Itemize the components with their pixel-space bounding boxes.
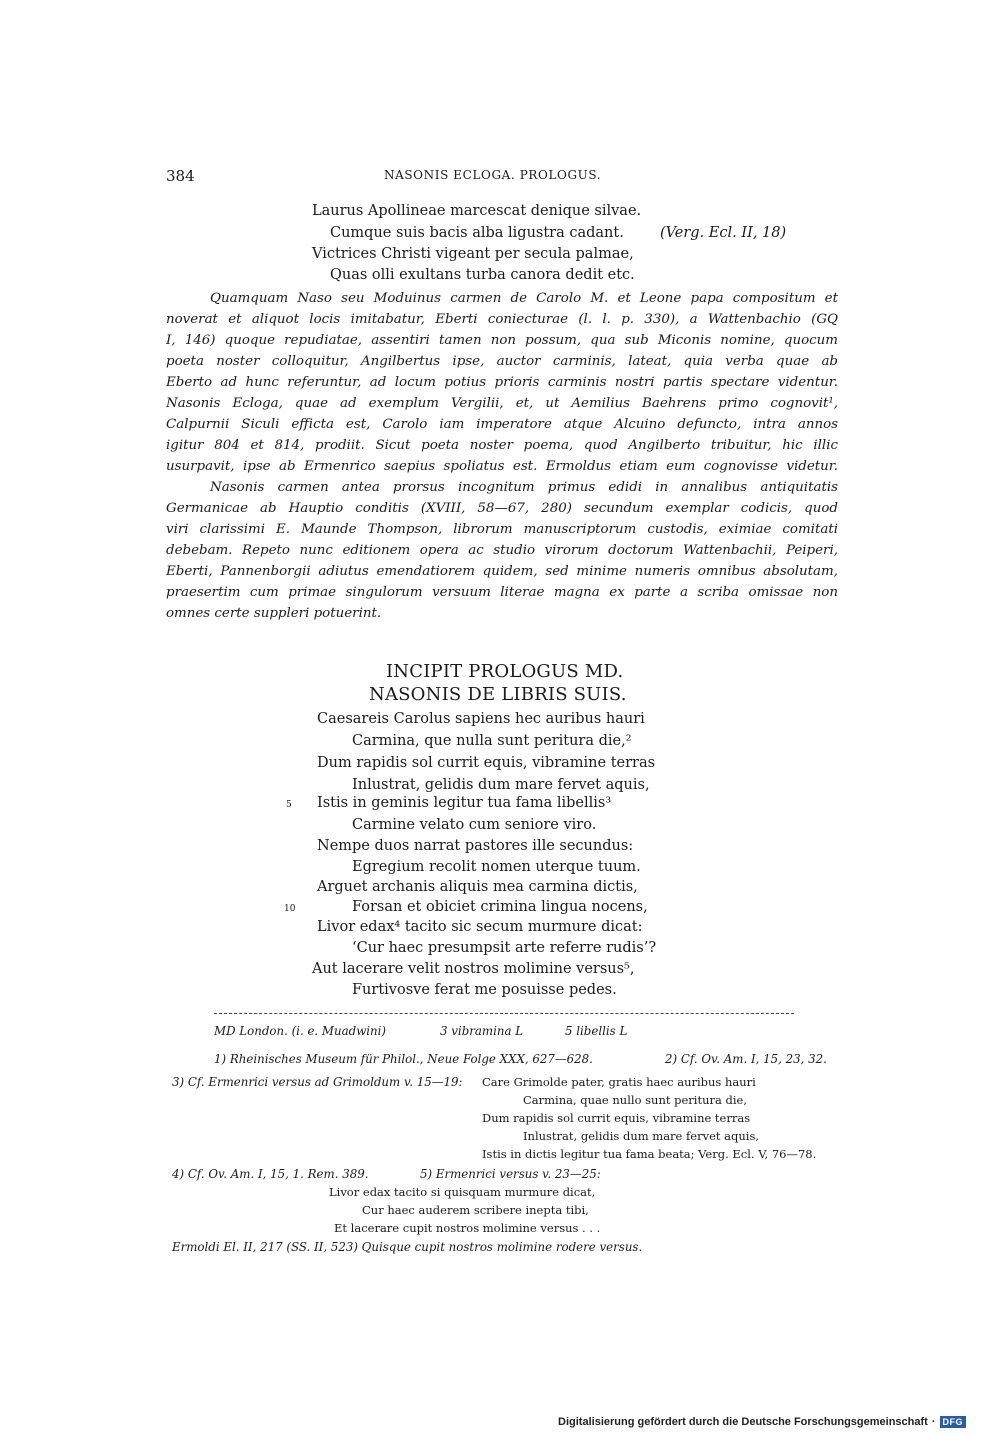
footnote-3-line: Istis in dictis legitur tua fama beata; Verg. Ecl. V, 76—78. bbox=[482, 1147, 817, 1161]
footnote-last: Ermoldi El. II, 217 (SS. II, 523) Quisque cupit nostros molimine rodere versus. bbox=[172, 1240, 643, 1254]
verse-line: Victrices Christi vigeant per secula palmae, bbox=[312, 246, 634, 262]
running-head: NASONIS ECLOGA. PROLOGUS. bbox=[384, 168, 602, 182]
poem-line: Egregium recolit nomen uterque tuum. bbox=[352, 859, 641, 875]
poem-line: Istis in geminis legitur tua fama libellis³ bbox=[317, 795, 612, 811]
poem-line: Carmina, que nulla sunt peritura die,² bbox=[352, 733, 632, 749]
intro-line: noverat et aliquot locis imitabatur, Eberti coniecturae (l. l. p. 330), a Wattenbachio (GQ bbox=[166, 312, 838, 327]
intro-line: Eberti, Pannenborgii adiutus emendatiorem quidem, sed minime numeris omnibus absolutam, bbox=[166, 564, 838, 579]
line-number: 10 bbox=[284, 904, 296, 914]
intro-line: Germanicae ab Hauptio conditis (XVIII, 58—67, 280) secundum exemplar codicis, quod bbox=[166, 501, 838, 516]
dfg-logo: DFG bbox=[940, 1416, 967, 1428]
prologue-title: INCIPIT PROLOGUS MD. bbox=[386, 661, 624, 682]
intro-line: praesertim cum primae singulorum versuum literae magna ex parte a scriba omissae non bbox=[166, 585, 838, 600]
intro-line: Eberto ad hunc referuntur, ad locum potius prioris carminis nostri partis spectare videntur. bbox=[166, 375, 838, 390]
poem-line: Caesareis Carolus sapiens hec auribus hauri bbox=[317, 711, 645, 727]
verse-line: Cumque suis bacis alba ligustra cadant. bbox=[330, 225, 624, 241]
poem-line: Dum rapidis sol currit equis, vibramine terras bbox=[317, 755, 656, 771]
page-number: 384 bbox=[166, 167, 195, 185]
footnote-1: 1) Rheinisches Museum für Philol., Neue Folge XXX, 627—628. bbox=[214, 1052, 593, 1066]
footnote-3-ref: 3) Cf. Ermenrici versus ad Grimoldum v. 15—19: bbox=[172, 1075, 463, 1089]
intro-line: debebam. Repeto nunc editionem opera ac studio virorum doctorum Wattenbachii, Peiperi, bbox=[166, 543, 838, 558]
line-number: 5 bbox=[286, 800, 292, 810]
footnote-5-ref: 5) Ermenrici versus v. 23—25: bbox=[420, 1167, 601, 1181]
poem-line: Aut lacerare velit nostros molimine versus⁵, bbox=[312, 961, 635, 977]
poem-line: Inlustrat, gelidis dum mare fervet aquis, bbox=[352, 777, 650, 793]
footnote-3-line: Inlustrat, gelidis dum mare fervet aquis, bbox=[523, 1129, 760, 1143]
digitization-credit bbox=[558, 1416, 966, 1428]
apparatus-sigla: MD London. (i. e. Muadwini) bbox=[214, 1024, 387, 1038]
prologue-subtitle: NASONIS DE LIBRIS SUIS. bbox=[369, 684, 627, 705]
credit-separator: · bbox=[931, 1416, 936, 1428]
apparatus-note: 5 libellis L bbox=[565, 1024, 628, 1038]
poem-line: Furtivosve ferat me posuisse pedes. bbox=[352, 982, 617, 998]
intro-line: viri clarissimi E. Maunde Thompson, librorum manuscriptorum custodis, eximiae comitati bbox=[166, 522, 838, 537]
verse-line: Laurus Apollineae marcescat denique silvae. bbox=[312, 203, 642, 219]
poem-line: ‘Cur haec presumpsit arte referre rudis’? bbox=[352, 940, 657, 956]
poem-line: Nempe duos narrat pastores ille secundus: bbox=[317, 838, 634, 854]
apparatus-note: 3 vibramina L bbox=[440, 1024, 524, 1038]
poem-line: Arguet archanis aliquis mea carmina dictis, bbox=[317, 879, 638, 895]
intro-paragraph bbox=[166, 288, 838, 624]
poem-line: Forsan et obiciet crimina lingua nocens, bbox=[352, 899, 648, 915]
intro-line: omnes certe suppleri potuerint. bbox=[166, 606, 382, 621]
verse-line: Quas olli exultans turba canora dedit etc. bbox=[330, 267, 635, 283]
intro-line: Quamquam Naso seu Moduinus carmen de Carolo M. et Leone papa compositum et bbox=[210, 291, 838, 306]
intro-line: Nasonis Ecloga, quae ad exemplum Vergilii, et, ut Aemilius Baehrens primo cognovit¹, bbox=[166, 396, 838, 411]
credit-text: Digitalisierung gefördert durch die Deutsche Forschungsgemeinschaft bbox=[558, 1416, 928, 1428]
footnote-5-line: Livor edax tacito si quisquam murmure dicat, bbox=[329, 1185, 596, 1199]
footnote-4: 4) Cf. Ov. Am. I, 15, 1. Rem. 389. bbox=[172, 1167, 369, 1181]
intro-line: Nasonis carmen antea prorsus incognitum primus edidi in annalibus antiquitatis bbox=[210, 480, 838, 495]
separator-rule bbox=[214, 1013, 794, 1014]
intro-line: I, 146) quoque repudiatae, assentiri tamen non possum, qua sub Miconis nomine, quocum bbox=[166, 333, 838, 348]
intro-line: Calpurnii Siculi efficta est, Carolo iam imperatore atque Alcuino defuncto, intra annos bbox=[166, 417, 838, 432]
footnote-3-line: Dum rapidis sol currit equis, vibramine terras bbox=[482, 1111, 751, 1125]
intro-line: poeta noster colloquitur, Angilbertus ipse, auctor carminis, lateat, quia verba quae ab bbox=[166, 354, 838, 369]
poem-line: Livor edax⁴ tacito sic secum murmure dicat: bbox=[317, 919, 643, 935]
footnote-2: 2) Cf. Ov. Am. I, 15, 23, 32. bbox=[665, 1052, 827, 1066]
intro-line: usurpavit, ipse ab Ermenrico saepius spoliatus est. Ermoldus etiam eum cognovisse videtur. bbox=[166, 459, 838, 474]
footnote-3-line: Care Grimolde pater, gratis haec auribus hauri bbox=[482, 1075, 756, 1089]
footnote-5-line: Cur haec auderem scribere inepta tibi, bbox=[362, 1203, 589, 1217]
intro-line: igitur 804 et 814, prodiit. Sicut poeta noster poema, quod Angilberto tribuitur, hic illic bbox=[166, 438, 838, 453]
verse-source: (Verg. Ecl. II, 18) bbox=[660, 225, 787, 241]
poem-line: Carmine velato cum seniore viro. bbox=[352, 817, 597, 833]
footnote-5-line: Et lacerare cupit nostros molimine versus . . . bbox=[334, 1221, 601, 1235]
footnote-3-line: Carmina, quae nullo sunt peritura die, bbox=[523, 1093, 748, 1107]
